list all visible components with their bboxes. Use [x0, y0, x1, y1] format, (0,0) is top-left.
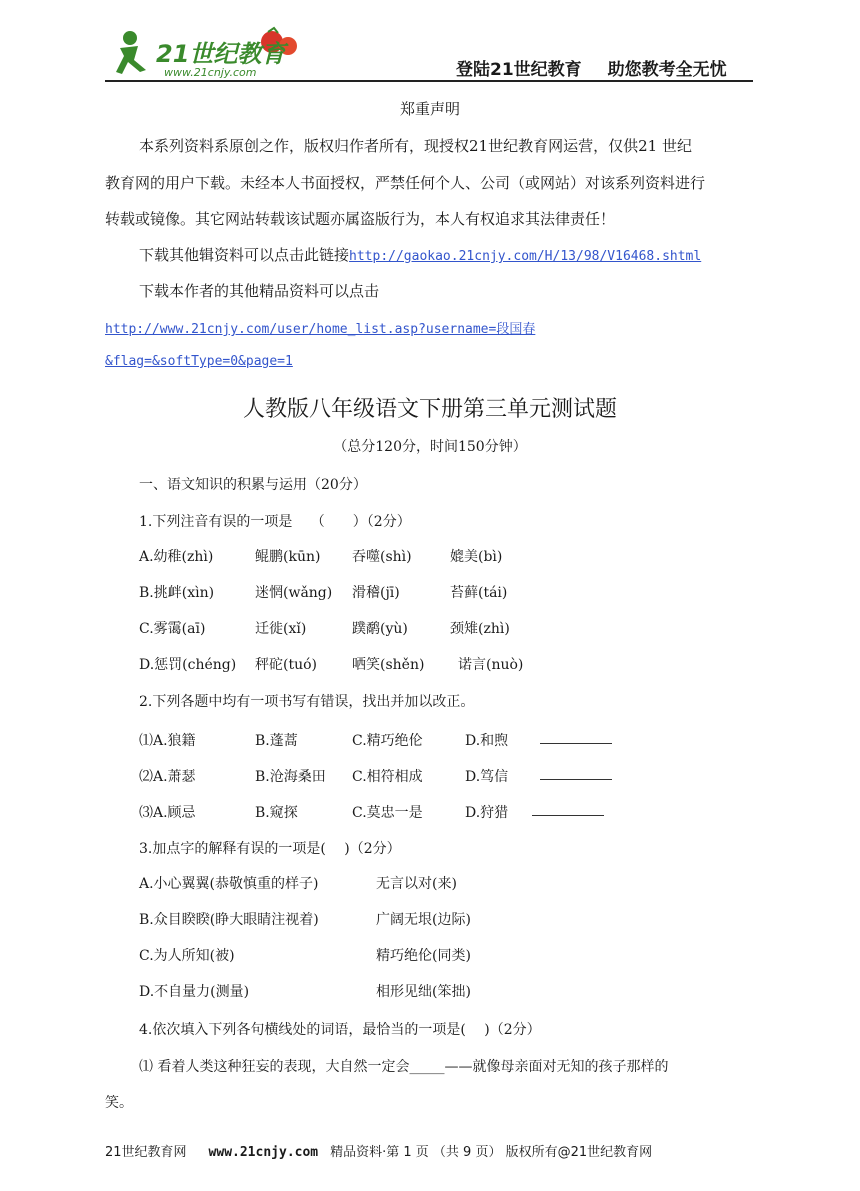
download-row: [139, 244, 701, 265]
q2-option: B.蓬蒿: [255, 733, 298, 749]
q2-option: B.窥探: [255, 805, 298, 821]
q2-option: ⑵A.萧瑟: [139, 769, 196, 785]
download-label: 下载其他辑资料可以点击此链接: [139, 246, 350, 264]
footer-url[interactable]: www.21cnjy.com: [208, 1145, 319, 1160]
section-1-heading: 一、语文知识的积累与运用（20分）: [139, 477, 367, 493]
q1-option: 滑稽(jī): [352, 585, 400, 601]
question-4-stem: 4.依次填入下列各句横线处的词语，最恰当的一项是( )（2分）: [139, 1022, 541, 1038]
q2-option: ⑴A.狼籍: [139, 733, 196, 749]
q1-option: C.雾霭(aī): [139, 621, 206, 637]
header-divider: [105, 80, 753, 82]
logo-url: www.21cnjy.com: [164, 66, 257, 79]
notice-line-3: 转载或镜像。其它网站转载该试题亦属盗版行为，本人有权追求其法律责任！: [105, 210, 616, 228]
q2-option: B.沧海桑田: [255, 769, 326, 785]
notice-heading: 郑重声明: [400, 100, 461, 118]
q3-option: 无言以对(来): [376, 876, 457, 892]
q2-option: C.相符相成: [352, 769, 423, 785]
answer-blank[interactable]: [540, 767, 612, 780]
header-slogan: [456, 55, 753, 80]
answer-blank[interactable]: [540, 731, 612, 744]
q1-option: 秤砣(tuó): [255, 657, 317, 673]
q1-option: 迷惘(wǎng): [255, 585, 333, 601]
question-4-item-1: ⑴ 看着人类这种狂妄的表现，大自然一定会_____——就像母亲面对无知的孩子那样的: [139, 1059, 669, 1075]
exam-title: 人教版八年级语文下册第三单元测试题: [242, 397, 617, 422]
q1-option: 蹼鹬(yù): [352, 621, 408, 637]
q3-option: D.不自量力(测量): [139, 984, 250, 1000]
q2-option: C.精巧绝伦: [352, 733, 423, 749]
q1-option: 鲲鹏(kūn): [255, 549, 321, 565]
notice-line-2: 教育网的用户下载。未经本人书面授权，严禁任何个人、公司（或网站）对该系列资料进行: [105, 174, 706, 192]
q2-option: D.笃信: [465, 769, 509, 785]
q1-option: 苔藓(tái): [450, 585, 508, 601]
question-4-item-1-cont: 笑。: [105, 1095, 133, 1111]
footer-right: 精品资料·第 1 页 （共 9 页） 版权所有@21世纪教育网: [330, 1145, 653, 1160]
author-link-continued[interactable]: &flag=&softType=0&page=1: [105, 354, 293, 369]
author-link[interactable]: http://www.21cnjy.com/user/home_list.asp?username=段国春: [105, 322, 536, 337]
download-link[interactable]: http://gaokao.21cnjy.com/H/13/98/V16468.shtml: [349, 249, 702, 264]
q3-option: B.众目睽睽(睁大眼睛注视着): [139, 912, 319, 928]
q3-option: 广阔无垠(边际): [376, 912, 471, 928]
q3-option: 相形见绌(笨拙): [376, 984, 471, 1000]
q2-option: C.莫忠一是: [352, 805, 423, 821]
logo-text: 21世纪教育: [156, 40, 286, 68]
answer-blank[interactable]: [532, 803, 604, 816]
slogan-right: 助您教考全无忧: [607, 60, 727, 80]
slogan-left: 登陆21世纪教育: [456, 60, 582, 80]
q1-option: 迁徙(xǐ): [255, 621, 307, 637]
q2-option: D.和煦: [465, 733, 509, 749]
q1-option: 吞噬(shì): [352, 549, 412, 565]
q1-option: A.幼稚(zhì): [139, 549, 214, 565]
exam-subtitle: （总分120分，时间150分钟）: [333, 439, 527, 455]
q1-option: 诺言(nuò): [458, 657, 524, 673]
author-label: 下载本作者的其他精品资料可以点击: [139, 282, 380, 300]
q3-option: A.小心翼翼(恭敬慎重的样子): [139, 876, 319, 892]
question-3-stem: 3.加点字的解释有误的一项是( )（2分）: [139, 841, 401, 857]
q3-option: 精巧绝伦(同类): [376, 948, 471, 964]
footer-left: 21世纪教育网: [105, 1145, 187, 1160]
q2-option: D.狩猎: [465, 805, 509, 821]
notice-line-1: 本系列资料系原创之作，版权归作者所有，现授权21世纪教育网运营，仅供21 世纪: [139, 137, 692, 155]
q3-option: C.为人所知(被): [139, 948, 235, 964]
q1-option: 哂笑(shěn): [352, 657, 425, 673]
q1-option: 颈雉(zhì): [450, 621, 510, 637]
q1-option: B.挑衅(xìn): [139, 585, 215, 601]
q1-option: 媲美(bì): [450, 549, 503, 565]
question-2-stem: 2.下列各题中均有一项书写有错误，找出并加以改正。: [139, 694, 475, 710]
q2-option: ⑶A.顾忌: [139, 805, 196, 821]
site-logo: [112, 26, 312, 84]
q1-option: D.惩罚(chéng): [139, 657, 237, 673]
page-footer: [105, 1141, 652, 1160]
question-1-stem: 1.下列注音有误的一项是 （ ）（2分）: [139, 514, 411, 530]
